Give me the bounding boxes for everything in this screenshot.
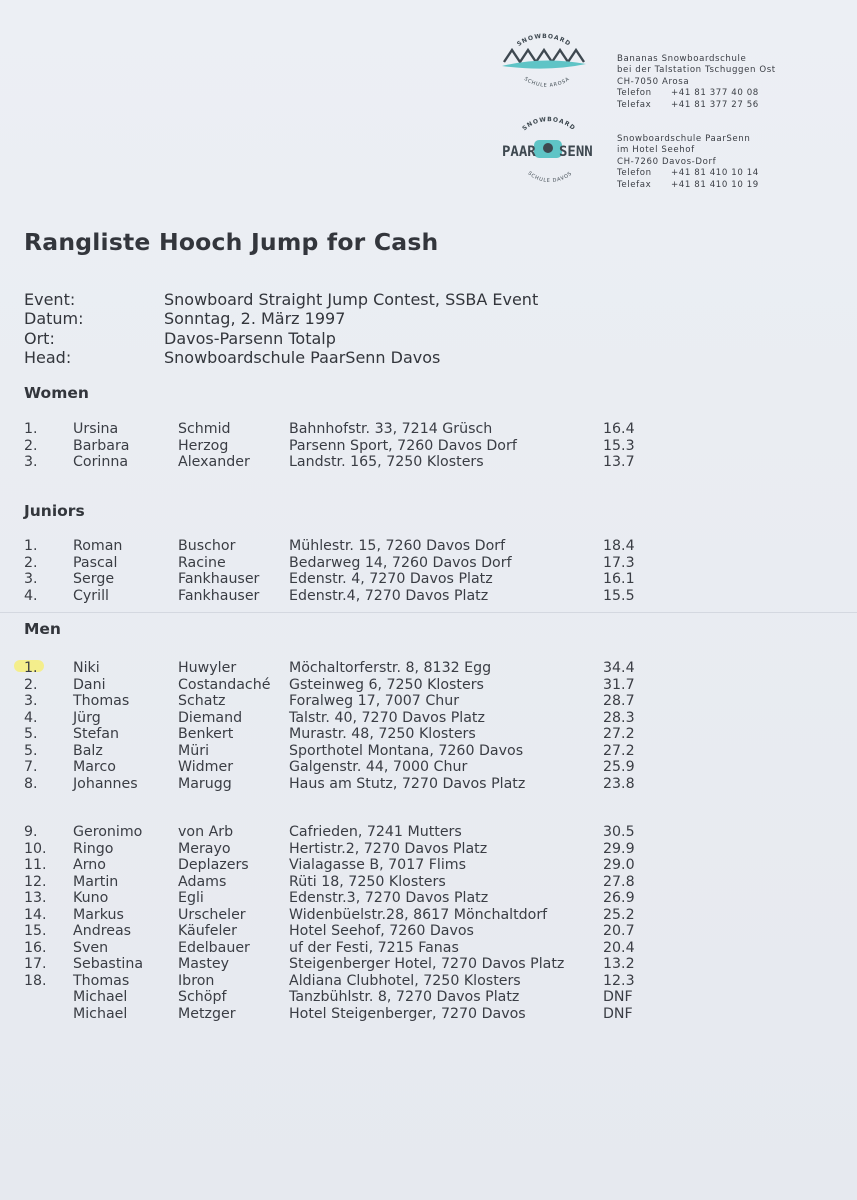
- address-cell: Foralweg 17, 7007 Chur: [289, 693, 460, 709]
- address-cell: Cafrieden, 7241 Mutters: [289, 824, 462, 840]
- first-name-cell: Sven: [73, 939, 109, 956]
- last-name-cell: Schmid: [178, 421, 231, 437]
- score-cell: 25.2: [603, 906, 635, 923]
- rank-cell: 10.: [24, 840, 47, 857]
- rank-cell: 7.: [24, 759, 38, 775]
- rank-cell: 18.: [24, 972, 47, 989]
- last-name-cell: Schatz: [178, 693, 226, 709]
- first-name-cell: Andreas: [73, 923, 132, 939]
- rank-cell: 5.: [24, 726, 38, 742]
- logo2-arc-bottom: SCHULE DAVOS: [526, 170, 574, 185]
- svg-text:SCHULE AROSA: [523, 76, 571, 89]
- score-cell: 15.5: [603, 587, 635, 604]
- score-cell: 16.1: [603, 571, 635, 587]
- first-name-cell: Jürg: [73, 709, 101, 726]
- rank-cell: 3.: [24, 454, 38, 470]
- address-cell: Bahnhofstr. 33, 7214 Grüsch: [289, 421, 493, 437]
- first-name-cell: Dani: [73, 676, 106, 693]
- address-name: Bananas Snowboardschule: [617, 54, 747, 64]
- score-cell: 13.7: [603, 454, 635, 470]
- score-cell: 27.8: [603, 873, 635, 890]
- last-name-cell: Müri: [178, 742, 210, 759]
- first-name-cell: Ringo: [73, 840, 114, 857]
- address-cell: Steigenberger Hotel, 7270 Davos Platz: [289, 956, 565, 972]
- first-name-cell: Markus: [73, 906, 124, 923]
- logo2-arc-top: SNOWBOARD: [521, 116, 577, 133]
- meta-value: Sonntag, 2. März 1997: [164, 309, 346, 329]
- last-name-cell: Käufeler: [178, 923, 237, 939]
- address-line: bei der Talstation Tschuggen Ost: [617, 65, 776, 76]
- rank-cell: 5.: [24, 742, 38, 759]
- rank-cell: 2.: [24, 437, 38, 454]
- rank-cell: 3.: [24, 571, 38, 587]
- address-city: CH-7260 Davos-Dorf: [617, 156, 717, 167]
- svg-text:SNOWBOARD: [516, 33, 572, 48]
- rank-cell: 1.: [24, 538, 38, 554]
- rank-cell: 3.: [24, 693, 38, 709]
- last-name-cell: Costandaché: [178, 676, 271, 693]
- last-name-cell: Ibron: [178, 972, 215, 989]
- meta-value: Snowboardschule PaarSenn Davos: [164, 347, 441, 367]
- last-name-cell: Benkert: [178, 726, 234, 742]
- first-name-cell: Thomas: [73, 693, 130, 709]
- address-cell: Vialagasse B, 7017 Flims: [289, 857, 467, 873]
- meta-value: Snowboard Straight Jump Contest, SSBA Event: [164, 290, 539, 309]
- score-cell: 18.4: [603, 538, 635, 554]
- logo1-arc-bottom: SCHULE AROSA: [522, 76, 572, 89]
- telefon-number: +41 81 410 10 14: [671, 168, 759, 179]
- address-cell: Mühlestr. 15, 7260 Davos Dorf: [289, 538, 506, 554]
- score-cell: 13.2: [603, 956, 635, 972]
- address-block-arosa: [617, 54, 776, 111]
- logo2-wordmark-left: PAAR: [502, 144, 536, 160]
- snowboard-schule-arosa-logo: [498, 30, 588, 90]
- rank-cell: 8.: [24, 775, 38, 792]
- rank-cell: 4.: [24, 709, 38, 726]
- logo2-wordmark-right: SENN: [559, 144, 593, 160]
- telefax-label: Telefax: [617, 179, 652, 190]
- paarsenn-logo: [498, 116, 598, 188]
- last-name-cell: Buschor: [178, 538, 236, 554]
- score-cell: 28.7: [603, 693, 635, 709]
- rank-cell: 11.: [24, 857, 47, 873]
- address-cell: Möchaltorferstr. 8, 8132 Egg: [289, 660, 492, 676]
- address-cell: Galgenstr. 44, 7000 Chur: [289, 759, 468, 775]
- event-meta: [24, 290, 538, 367]
- first-name-cell: Geronimo: [73, 824, 143, 840]
- address-cell: Edenstr. 4, 7270 Davos Platz: [289, 571, 493, 587]
- telefon-number: +41 81 377 40 08: [671, 88, 759, 99]
- address-cell: Sporthotel Montana, 7260 Davos: [289, 742, 524, 759]
- score-cell: 29.0: [603, 857, 635, 873]
- rank-cell: 15.: [24, 923, 47, 939]
- last-name-cell: Huwyler: [178, 660, 237, 676]
- svg-text:SCHULE DAVOS: [526, 170, 573, 184]
- address-cell: uf der Festi, 7215 Fanas: [289, 939, 459, 956]
- rank-cell: 17.: [24, 956, 47, 972]
- first-name-cell: Michael: [73, 989, 128, 1005]
- address-cell: Landstr. 165, 7250 Klosters: [289, 454, 484, 470]
- address-cell: Hertistr.2, 7270 Davos Platz: [289, 840, 488, 857]
- score-cell: 25.9: [603, 759, 635, 775]
- score-cell: 27.2: [603, 726, 635, 742]
- first-name-cell: Serge: [73, 571, 115, 587]
- score-cell: 17.3: [603, 554, 635, 571]
- meta-value: Davos-Parsenn Totalp: [164, 328, 336, 348]
- rank-cell: 9.: [24, 824, 38, 840]
- rank-cell: 12.: [24, 873, 47, 890]
- first-name-cell: Corinna: [73, 454, 129, 470]
- address-cell: Widenbüelstr.28, 8617 Mönchaltdorf: [289, 906, 548, 923]
- score-cell: DNF: [603, 1005, 633, 1022]
- telefax-number: +41 81 377 27 56: [671, 99, 759, 110]
- score-cell: 15.3: [603, 437, 635, 454]
- address-cell: Gsteinweg 6, 7250 Klosters: [289, 676, 484, 693]
- last-name-cell: von Arb: [178, 824, 234, 840]
- first-name-cell: Ursina: [73, 421, 119, 437]
- first-name-cell: Balz: [73, 742, 103, 759]
- first-name-cell: Marco: [73, 759, 116, 775]
- last-name-cell: Urscheler: [178, 906, 246, 923]
- score-cell: 12.3: [603, 972, 635, 989]
- last-name-cell: Racine: [178, 554, 226, 571]
- address-cell: Edenstr.4, 7270 Davos Platz: [289, 587, 489, 604]
- last-name-cell: Widmer: [178, 759, 234, 775]
- last-name-cell: Herzog: [178, 437, 229, 454]
- last-name-cell: Deplazers: [178, 857, 249, 873]
- first-name-cell: Sebastina: [73, 956, 144, 972]
- address-block-davos: [617, 134, 759, 191]
- rank-cell: 14.: [24, 906, 47, 923]
- meta-label: Event:: [24, 290, 76, 309]
- first-name-cell: Thomas: [73, 972, 130, 989]
- svg-text:SNOWBOARD: [521, 116, 577, 132]
- score-cell: 23.8: [603, 775, 635, 792]
- telefax-label: Telefax: [617, 99, 652, 110]
- first-name-cell: Niki: [73, 660, 100, 676]
- last-name-cell: Metzger: [178, 1005, 236, 1022]
- address-name: Snowboardschule PaarSenn: [617, 134, 751, 144]
- telefon-label: Telefon: [617, 88, 652, 99]
- section-heading-men: Men: [24, 620, 61, 638]
- first-name-cell: Barbara: [73, 437, 130, 454]
- section-heading-juniors: Juniors: [24, 502, 85, 520]
- last-name-cell: Diemand: [178, 709, 243, 726]
- last-name-cell: Marugg: [178, 775, 232, 792]
- first-name-cell: Stefan: [73, 726, 119, 742]
- document-title: Rangliste Hooch Jump for Cash: [24, 228, 439, 256]
- rank-cell: 2.: [24, 676, 38, 693]
- last-name-cell: Mastey: [178, 956, 230, 972]
- address-cell: Bedarweg 14, 7260 Davos Dorf: [289, 554, 512, 571]
- rank-cell: 1.: [24, 660, 38, 676]
- last-name-cell: Fankhauser: [178, 587, 260, 604]
- score-cell: 28.3: [603, 709, 635, 726]
- last-name-cell: Merayo: [178, 840, 231, 857]
- score-cell: 20.4: [603, 939, 635, 956]
- meta-label: Datum:: [24, 309, 84, 329]
- rank-cell: 2.: [24, 554, 38, 571]
- score-cell: 16.4: [603, 421, 635, 437]
- address-cell: Tanzbühlstr. 8, 7270 Davos Platz: [289, 989, 520, 1005]
- telefax-number: +41 81 410 10 19: [671, 179, 759, 190]
- score-cell: 29.9: [603, 840, 635, 857]
- score-cell: DNF: [603, 989, 633, 1005]
- last-name-cell: Alexander: [178, 454, 250, 470]
- score-cell: 31.7: [603, 676, 635, 693]
- last-name-cell: Adams: [178, 873, 227, 890]
- rank-cell: 4.: [24, 587, 38, 604]
- meta-label: Ort:: [24, 328, 55, 348]
- address-cell: Hotel Steigenberger, 7270 Davos: [289, 1005, 526, 1022]
- score-cell: 27.2: [603, 742, 635, 759]
- telefon-label: Telefon: [617, 168, 652, 179]
- section-heading-women: Women: [24, 384, 89, 402]
- last-name-cell: Edelbauer: [178, 939, 250, 956]
- first-name-cell: Cyrill: [73, 587, 109, 604]
- paper-fold-line: [0, 612, 857, 613]
- address-line: im Hotel Seehof: [617, 145, 695, 156]
- first-name-cell: Pascal: [73, 554, 118, 571]
- meta-label: Head:: [24, 347, 72, 367]
- address-cell: Parsenn Sport, 7260 Davos Dorf: [289, 437, 517, 454]
- first-name-cell: Roman: [73, 538, 123, 554]
- score-cell: 26.9: [603, 890, 635, 906]
- first-name-cell: Johannes: [73, 775, 138, 792]
- address-city: CH-7050 Arosa: [617, 76, 690, 87]
- rank-cell: 16.: [24, 939, 47, 956]
- score-cell: 20.7: [603, 923, 635, 939]
- address-cell: Edenstr.3, 7270 Davos Platz: [289, 890, 489, 906]
- score-cell: 30.5: [603, 824, 635, 840]
- address-cell: Haus am Stutz, 7270 Davos Platz: [289, 775, 526, 792]
- last-name-cell: Fankhauser: [178, 571, 260, 587]
- address-cell: Rüti 18, 7250 Klosters: [289, 873, 446, 890]
- address-cell: Talstr. 40, 7270 Davos Platz: [289, 709, 485, 726]
- rank-cell: 1.: [24, 421, 38, 437]
- address-cell: Aldiana Clubhotel, 7250 Klosters: [289, 972, 521, 989]
- first-name-cell: Michael: [73, 1005, 128, 1022]
- last-name-cell: Schöpf: [178, 989, 227, 1005]
- address-cell: Murastr. 48, 7250 Klosters: [289, 726, 476, 742]
- logo1-arc-top: SNOWBOARD: [515, 32, 573, 48]
- address-cell: Hotel Seehof, 7260 Davos: [289, 923, 474, 939]
- score-cell: 34.4: [603, 660, 635, 676]
- rank-cell: 13.: [24, 890, 47, 906]
- first-name-cell: Martin: [73, 873, 119, 890]
- first-name-cell: Arno: [73, 857, 106, 873]
- last-name-cell: Egli: [178, 890, 204, 906]
- first-name-cell: Kuno: [73, 890, 109, 906]
